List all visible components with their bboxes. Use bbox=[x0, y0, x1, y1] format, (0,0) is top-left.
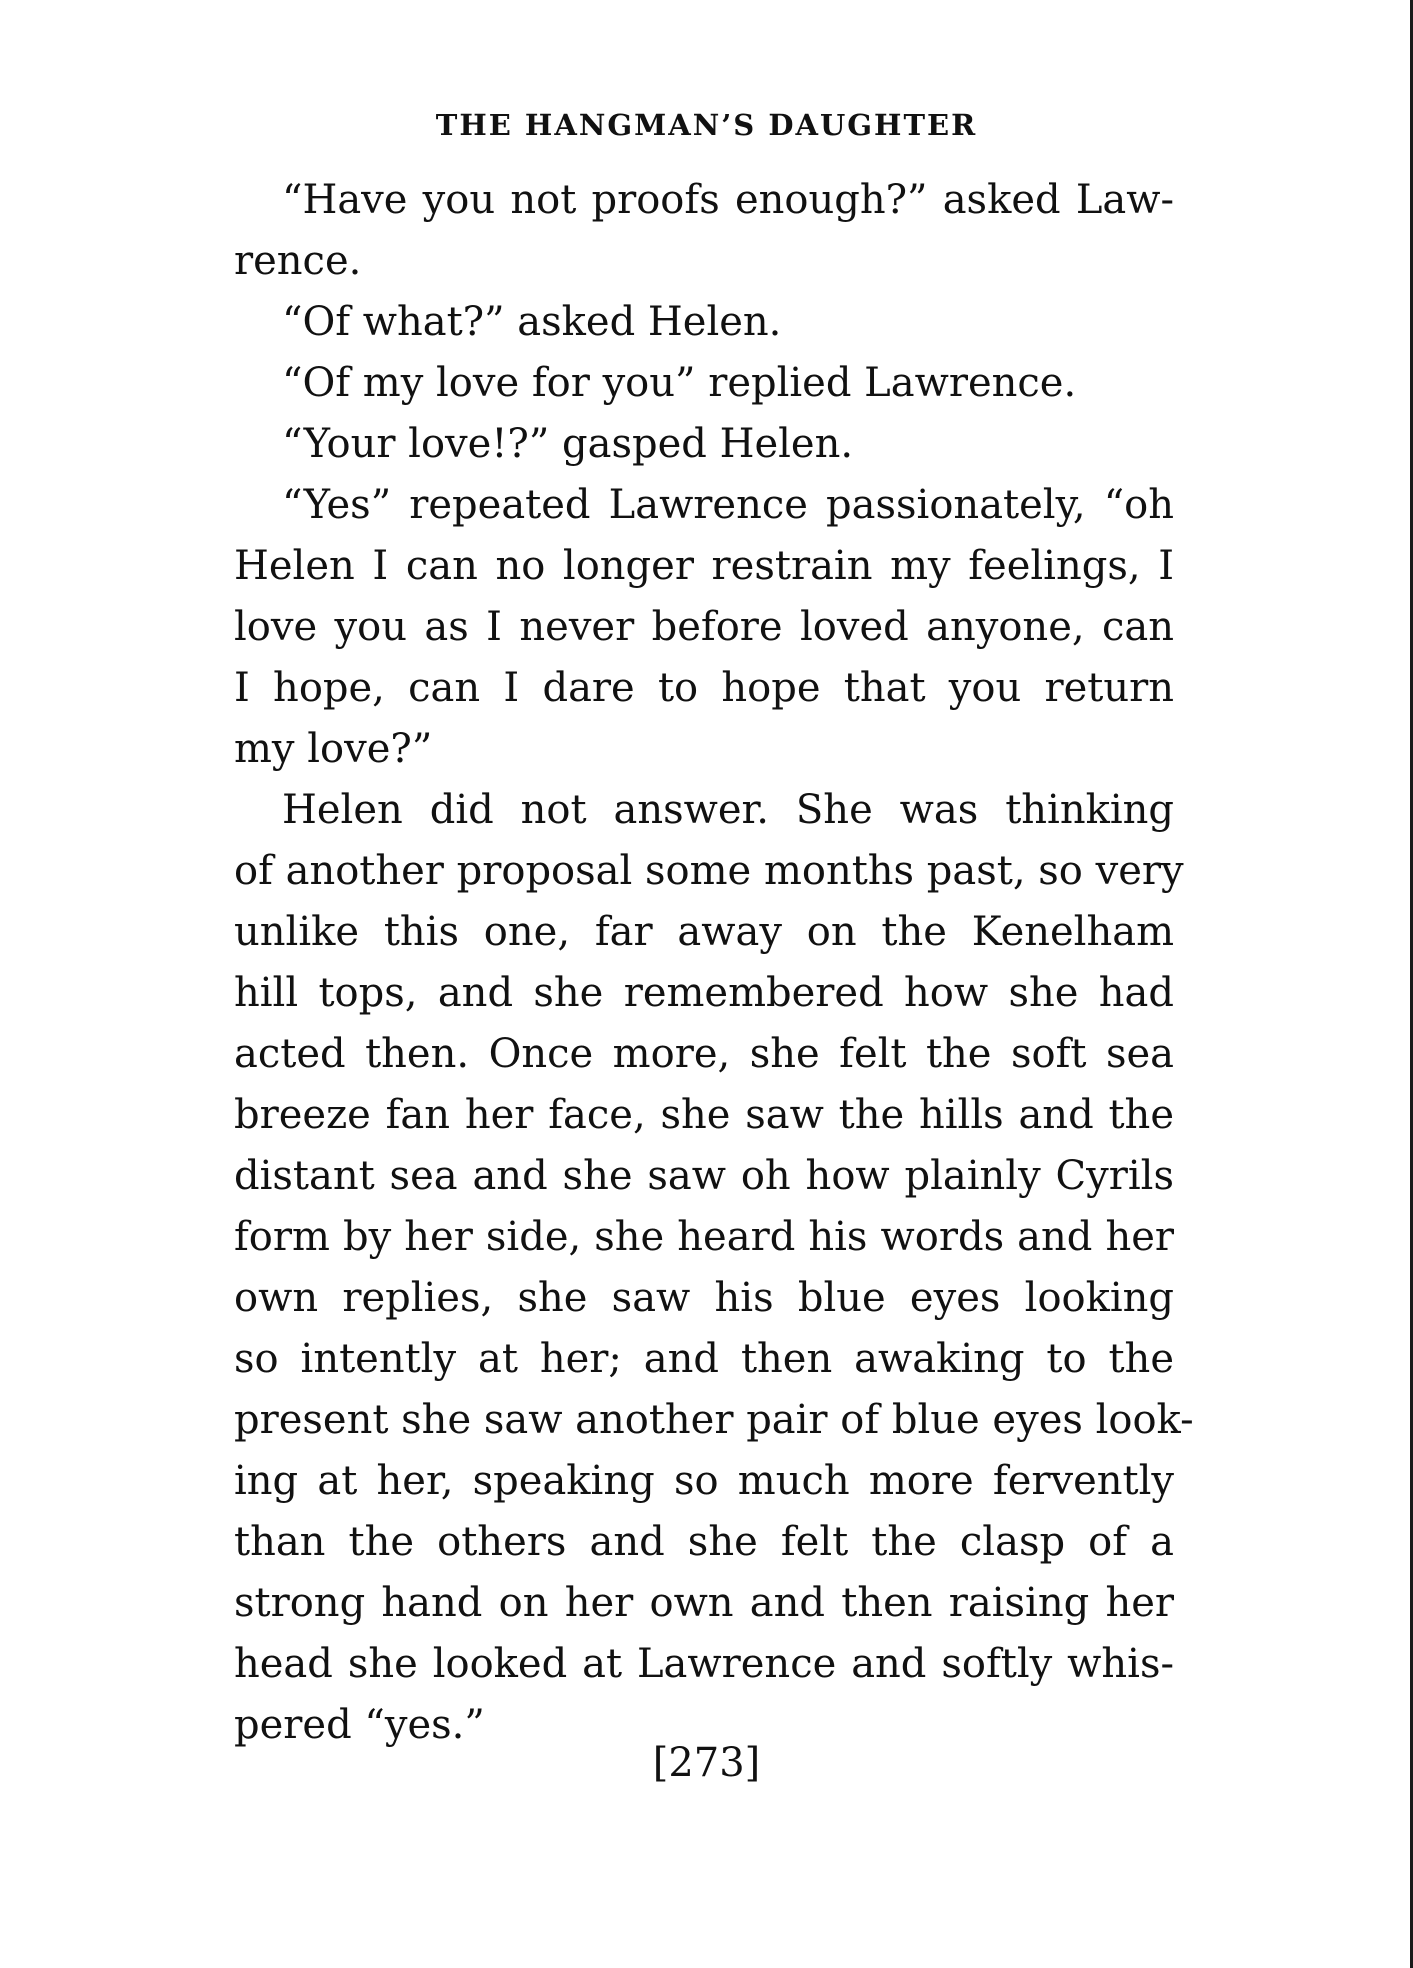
text-line: strong hand on her own and then raising her bbox=[234, 1580, 1174, 1626]
text-line: hill tops, and she remembered how she had bbox=[234, 970, 1174, 1016]
text-line: breeze fan her face, she saw the hills and the bbox=[234, 1092, 1174, 1138]
text-line: Helen I can no longer restrain my feelings, I bbox=[234, 543, 1174, 589]
text-line: own replies, she saw his blue eyes looking bbox=[234, 1275, 1174, 1321]
text-line: acted then. Once more, she felt the soft sea bbox=[234, 1031, 1174, 1077]
text-line: “Your love!?” gasped Helen. bbox=[282, 421, 854, 467]
text-line: “Yes” repeated Lawrence passionately, “oh bbox=[282, 482, 1174, 528]
text-line: rence. bbox=[234, 238, 362, 284]
body-text bbox=[234, 170, 1194, 1756]
text-line: “Of what?” asked Helen. bbox=[282, 299, 782, 345]
text-line: head she looked at Lawrence and softly whis- bbox=[234, 1641, 1174, 1687]
text-line: pered “yes.” bbox=[234, 1702, 485, 1748]
text-line: distant sea and she saw oh how plainly Cyrils bbox=[234, 1153, 1174, 1199]
text-line: of another proposal some months past, so very bbox=[234, 848, 1184, 894]
text-line: “Of my love for you” replied Lawrence. bbox=[282, 360, 1077, 406]
text-line: Helen did not answer. She was thinking bbox=[282, 787, 1174, 833]
running-head: THE HANGMAN’S DAUGHTER bbox=[435, 108, 978, 142]
text-line: I hope, can I dare to hope that you return bbox=[234, 665, 1174, 711]
text-line: so intently at her; and then awaking to the bbox=[234, 1336, 1174, 1382]
text-line: form by her side, she heard his words and her bbox=[234, 1214, 1174, 1260]
text-line: my love?” bbox=[234, 726, 433, 772]
text-line: love you as I never before loved anyone, can bbox=[234, 604, 1174, 650]
page-number: [273] bbox=[652, 1740, 761, 1786]
text-line: present she saw another pair of blue eyes look- bbox=[234, 1397, 1194, 1443]
text-line: “Have you not proofs enough?” asked Law- bbox=[282, 177, 1174, 223]
text-line: than the others and she felt the clasp of a bbox=[234, 1519, 1174, 1565]
text-line: ing at her, speaking so much more fervently bbox=[234, 1458, 1174, 1504]
text-line: unlike this one, far away on the Kenelham bbox=[234, 909, 1174, 955]
